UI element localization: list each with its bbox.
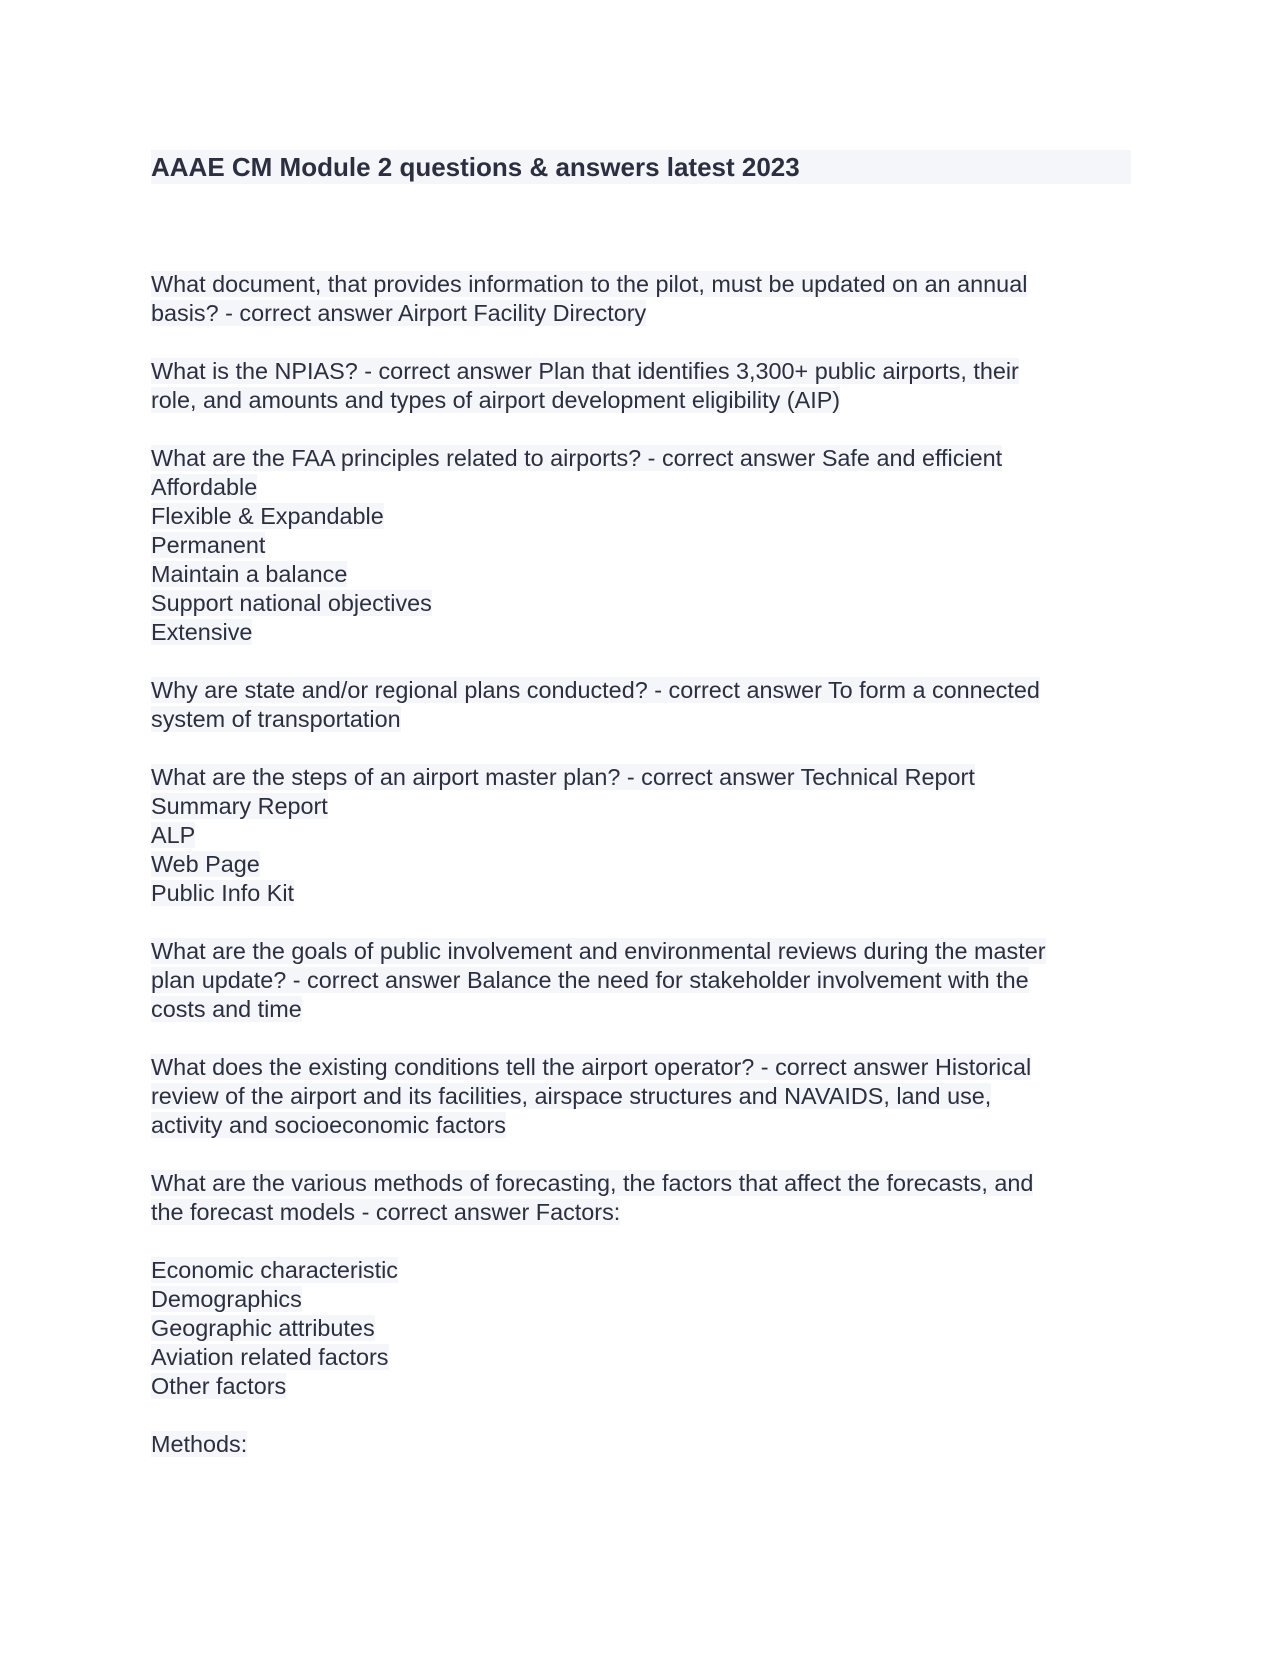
qa-block (151, 1053, 1131, 1140)
text-line (151, 879, 1131, 908)
text-line-content: Affordable (151, 474, 258, 500)
text-line (151, 1082, 1131, 1111)
document-page (151, 150, 1131, 1457)
text-line (151, 1285, 1131, 1314)
text-line-content: role, and amounts and types of airport development eligibility (AIP) (151, 387, 841, 413)
text-line (151, 444, 1131, 473)
paragraph-gap (151, 908, 1131, 937)
paragraph-gap (151, 1401, 1131, 1430)
text-line-content: Web Page (151, 851, 260, 877)
text-line-content: What does the existing conditions tell the airport operator? - correct answer Historical (151, 1054, 1032, 1080)
text-line (151, 763, 1131, 792)
text-line (151, 1053, 1131, 1082)
text-line (151, 473, 1131, 502)
text-line (151, 1372, 1131, 1401)
text-line-content: costs and time (151, 996, 302, 1022)
qa-block (151, 763, 1131, 908)
paragraph-gap (151, 415, 1131, 444)
qa-block (151, 270, 1131, 328)
text-line (151, 531, 1131, 560)
text-line (151, 1169, 1131, 1198)
paragraph-gap (151, 1227, 1131, 1256)
text-line (151, 502, 1131, 531)
text-line (151, 299, 1131, 328)
qa-block (151, 444, 1131, 647)
text-line (151, 850, 1131, 879)
text-line-content: Methods: (151, 1431, 248, 1457)
text-line-content: What is the NPIAS? - correct answer Plan that identifies 3,300+ public airports, their (151, 358, 1019, 384)
text-line (151, 589, 1131, 618)
paragraph-gap (151, 647, 1131, 676)
text-line (151, 1430, 1131, 1459)
text-line (151, 1343, 1131, 1372)
text-line (151, 1198, 1131, 1227)
text-line-content: activity and socioeconomic factors (151, 1112, 506, 1138)
text-line (151, 270, 1131, 299)
paragraph-gap (151, 734, 1131, 763)
text-line (151, 618, 1131, 647)
text-line-content: basis? - correct answer Airport Facility Directory (151, 300, 647, 326)
text-line-content: Aviation related factors (151, 1344, 389, 1370)
text-line (151, 966, 1131, 995)
text-line-content: Demographics (151, 1286, 302, 1312)
text-line-content: plan update? - correct answer Balance the need for stakeholder involvement with the (151, 967, 1029, 993)
text-line (151, 357, 1131, 386)
qa-block (151, 1256, 1131, 1401)
paragraph-gap (151, 1140, 1131, 1169)
text-line (151, 386, 1131, 415)
text-line-content: Maintain a balance (151, 561, 348, 587)
text-line-content: Flexible & Expandable (151, 503, 384, 529)
text-line-content: Economic characteristic (151, 1257, 398, 1283)
qa-block (151, 937, 1131, 1024)
qa-content (151, 270, 1131, 1459)
text-line (151, 560, 1131, 589)
text-line-content: system of transportation (151, 706, 401, 732)
qa-block (151, 357, 1131, 415)
paragraph-gap (151, 1024, 1131, 1053)
text-line-content: What document, that provides information to the pilot, must be updated on an annual (151, 271, 1028, 297)
qa-block (151, 1169, 1131, 1227)
text-line-content: What are the various methods of forecasting, the factors that affect the forecasts, and (151, 1170, 1034, 1196)
paragraph-gap (151, 328, 1131, 357)
text-line (151, 676, 1131, 705)
text-line-content: Support national objectives (151, 590, 432, 616)
text-line-content: ALP (151, 822, 196, 848)
text-line (151, 821, 1131, 850)
text-line (151, 1256, 1131, 1285)
text-line-content: Geographic attributes (151, 1315, 375, 1341)
text-line (151, 995, 1131, 1024)
text-line (151, 705, 1131, 734)
qa-block (151, 676, 1131, 734)
text-line (151, 792, 1131, 821)
document-title: AAAE CM Module 2 questions & answers latest 2023 (151, 150, 1131, 184)
text-line-content: What are the goals of public involvement and environmental reviews during the master (151, 938, 1046, 964)
text-line-content: Permanent (151, 532, 266, 558)
text-line (151, 937, 1131, 966)
text-line-content: Summary Report (151, 793, 328, 819)
text-line (151, 1111, 1131, 1140)
text-line-content: Public Info Kit (151, 880, 295, 906)
text-line-content: Other factors (151, 1373, 287, 1399)
text-line-content: What are the FAA principles related to airports? - correct answer Safe and efficient (151, 445, 1003, 471)
text-line-content: review of the airport and its facilities, airspace structures and NAVAIDS, land use, (151, 1083, 992, 1109)
text-line-content: What are the steps of an airport master plan? - correct answer Technical Report (151, 764, 975, 790)
text-line-content: Extensive (151, 619, 253, 645)
text-line-content: the forecast models - correct answer Factors: (151, 1199, 621, 1225)
text-line-content: Why are state and/or regional plans conducted? - correct answer To form a connected (151, 677, 1040, 703)
qa-block (151, 1430, 1131, 1459)
text-line (151, 1314, 1131, 1343)
